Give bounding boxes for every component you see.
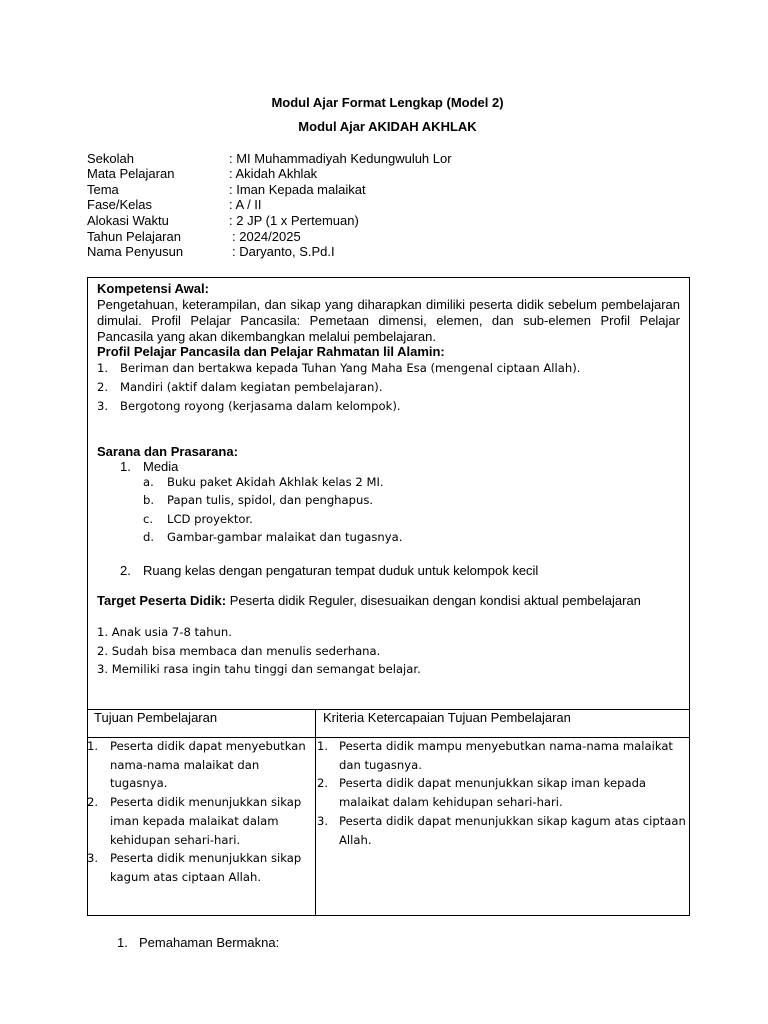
media-item-text: LCD proyektor. <box>167 511 253 526</box>
col1-item-line: kagum atas ciptaan Allah. <box>110 869 262 884</box>
identity-value: : Daryanto, S.Pd.I <box>232 244 335 259</box>
media-item-letter: d. <box>143 529 155 544</box>
media-item-letter: b. <box>143 493 155 508</box>
target-heading: Target Peserta Didik: <box>97 593 227 608</box>
target-item: 3. Memiliki rasa ingin tahu tinggi dan semangat belajar. <box>97 662 421 676</box>
col1-item-line: iman kepada malaikat dalam <box>110 813 279 828</box>
footer-number: 1. <box>117 935 128 950</box>
identity-label: Tahun Pelajaran <box>87 229 181 244</box>
media-item-letter: a. <box>143 475 154 489</box>
media-item-letter: c. <box>143 511 154 526</box>
col2-item-number: 2. <box>317 776 329 791</box>
identity-label: Mata Pelajaran <box>87 166 175 181</box>
identity-value: : A / II <box>229 197 262 212</box>
col2-item-line: Peserta didik mampu menyebutkan nama-nama malaikat <box>339 739 673 753</box>
col1-item-line: nama-nama malaikat dan <box>110 757 260 772</box>
identity-value: : 2024/2025 <box>232 229 301 244</box>
media-item-text: Gambar-gambar malaikat dan tugasnya. <box>167 529 403 544</box>
col2-item-line: dan tugasnya. <box>339 757 422 772</box>
kompetensi-text: Pengetahuan, keterampilan, dan sikap yang diharapkan dimiliki peserta didik sebelum pembelajaran dimulai. Profil Pelajar Pancasila: Pemetaan dimensi, elemen, dan sub-elemen Profil Pelajar Pancasila yang akan dikembangkan melalui pembelajaran. <box>97 297 680 344</box>
content-box <box>87 277 690 916</box>
col2-item-number: 1. <box>317 739 329 753</box>
identity-value: : MI Muhammadiyah Kedungwuluh Lor <box>229 151 452 166</box>
document-title: Modul Ajar Format Lengkap (Model 2) <box>271 95 504 110</box>
table-header-border <box>88 737 689 738</box>
profil-heading: Profil Pelajar Pancasila dan Pelajar Rahmatan lil Alamin: <box>97 344 445 359</box>
media-item-text: Papan tulis, spidol, dan penghapus. <box>167 493 374 508</box>
target-line <box>97 593 641 608</box>
identity-label: Sekolah <box>87 151 134 166</box>
media-number: 1. <box>120 459 131 474</box>
profil-item-text: Mandiri (aktif dalam kegiatan pembelajaran). <box>120 380 383 394</box>
identity-value: : Iman Kepada malaikat <box>229 182 366 197</box>
profil-item-number: 3. <box>97 399 109 413</box>
col2-item-line: malaikat dalam kehidupan sehari-hari. <box>339 795 563 810</box>
identity-value: : 2 JP (1 x Pertemuan) <box>229 213 359 228</box>
ruang-number: 2. <box>120 563 131 578</box>
table-header-kriteria: Kriteria Ketercapaian Tujuan Pembelajaran <box>323 710 571 725</box>
profil-item-text: Bergotong royong (kerjasama dalam kelompok). <box>120 399 401 413</box>
col1-item-line: Peserta didik menunjukkan sikap <box>110 795 302 810</box>
document-subtitle: Modul Ajar AKIDAH AKHLAK <box>298 119 477 134</box>
identity-label: Fase/Kelas <box>87 197 153 212</box>
col1-item-number: 1. <box>87 739 99 753</box>
col1-item-line: kehidupan sehari-hari. <box>110 832 241 847</box>
col1-item-line: Peserta didik menunjukkan sikap <box>110 851 302 866</box>
footer-heading: Pemahaman Bermakna: <box>139 935 280 950</box>
media-item-text: Buku paket Akidah Akhlak kelas 2 MI. <box>167 475 384 489</box>
media-label: Media <box>143 459 179 474</box>
col1-item-number: 2. <box>87 795 99 810</box>
table-header-tujuan: Tujuan Pembelajaran <box>94 710 218 725</box>
sarana-heading: Sarana dan Prasarana: <box>97 444 238 459</box>
col2-item-line: Peserta didik dapat menunjukkan sikap iman kepada <box>339 776 647 791</box>
col2-item-line: Allah. <box>339 832 372 847</box>
identity-label: Nama Penyusun <box>87 244 184 259</box>
col1-item-line: Peserta didik dapat menyebutkan <box>110 739 306 753</box>
identity-value: : Akidah Akhlak <box>229 166 318 181</box>
profil-item-number: 1. <box>97 361 109 375</box>
profil-item-number: 2. <box>97 380 109 394</box>
col2-item-line: Peserta didik dapat menunjukkan sikap kagum atas ciptaan <box>339 813 686 828</box>
table-column-divider <box>315 709 316 915</box>
profil-item-text: Beriman dan bertakwa kepada Tuhan Yang Maha Esa (mengenal ciptaan Allah). <box>120 361 581 375</box>
ruang-label: Ruang kelas dengan pengaturan tempat duduk untuk kelompok kecil <box>143 563 539 578</box>
kompetensi-heading: Kompetensi Awal: <box>97 281 209 296</box>
target-text: Peserta didik Reguler, disesuaikan dengan kondisi aktual pembelajaran <box>226 593 641 608</box>
col1-item-number: 3. <box>87 851 99 866</box>
target-item: 1. Anak usia 7-8 tahun. <box>97 625 232 639</box>
col2-item-number: 3. <box>317 813 329 828</box>
identity-label: Tema <box>87 182 119 197</box>
col1-item-line: tugasnya. <box>110 776 168 791</box>
target-item: 2. Sudah bisa membaca dan menulis sederhana. <box>97 643 381 658</box>
identity-label: Alokasi Waktu <box>87 213 169 228</box>
